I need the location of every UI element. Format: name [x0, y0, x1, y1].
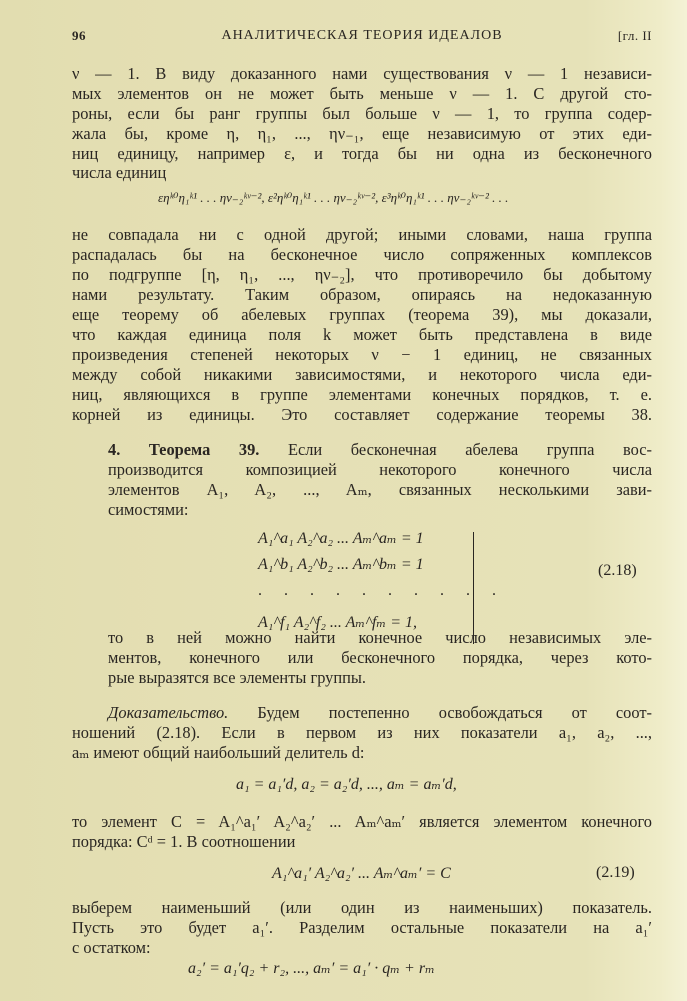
theorem-first-line	[108, 440, 652, 460]
chapter-marker: [гл. II	[617, 28, 652, 43]
text-line: что каждая единица поля k может быть представлена в виде	[72, 325, 652, 344]
proof-label: Доказательство.	[108, 703, 229, 722]
proof-first-line	[108, 703, 652, 723]
text-line: порядка: Cᵈ = 1. В соотношении	[72, 832, 296, 851]
text-line: Если бесконечная абелева группа вос-	[287, 440, 652, 459]
text-line: роны, если бы ранг группы был больше ν — 1, то группа содер-	[72, 104, 652, 123]
text-line: числа единиц	[72, 163, 167, 182]
formula-gcd: a₁ = a₁′d, a₂ = a₂′d, ..., aₘ = aₘ′d,	[236, 776, 457, 793]
text-line: нами результату. Таким образом, опираясь на недоказанную	[72, 285, 652, 304]
formula-division: a₂′ = a₁′q₂ + r₂, ..., aₘ′ = a₁′ · qₘ + rₘ	[188, 960, 435, 977]
equation-ellipsis-row: . . . . . . . . . .	[258, 582, 505, 599]
formula-c: A₁^a₁′ A₂^a₂′ ... Aₘ^aₘ′ = C	[272, 865, 451, 882]
text-line: произведения степеней некоторых ν − 1 единиц, не связанных	[72, 345, 652, 364]
page-number: 96	[72, 28, 86, 43]
text-line: производится композицией некоторого конечного числа	[108, 460, 652, 479]
text-line: ниц единицу, например ε, и тогда бы ни одна из бесконечного	[72, 144, 652, 163]
text-line: ниц, являющихся в группе элементами конечных порядков, т. е.	[72, 385, 652, 404]
text-line: ментов, конечного или бесконечного порядка, через кото-	[108, 648, 652, 667]
theorem-label: 4. Теорема 39.	[108, 440, 260, 459]
text-line: ν — 1. В виду доказанного нами существования ν — 1 независи-	[72, 64, 652, 83]
text-line: Будем постепенно освобождаться от соот-	[257, 703, 652, 722]
text-line: ношений (2.18). Если в первом из них показатели a₁, a₂, ...,	[72, 723, 652, 742]
text-line: с остатком:	[72, 938, 151, 957]
running-header	[72, 28, 652, 48]
text-line: распадалась бы на бесконечное число сопряженных комплексов	[72, 245, 652, 264]
equation-number: (2.19)	[596, 864, 635, 881]
text-line: то элемент C = A₁^a₁′ A₂^a₂′ ... Aₘ^aₘ′ является элементом конечного	[72, 812, 652, 831]
text-line: жала бы, кроме η, η₁, ..., ην₋₁, еще независимую от этих еди-	[72, 124, 652, 143]
text-line: элементов A₁, A₂, ..., Aₘ, связанных несколькими зави-	[108, 480, 652, 499]
text-line: мых элементов он не может быть меньше ν — 1. С другой сто-	[72, 84, 652, 103]
text-line: не совпадала ни с одной другой; иными словами, наша группа	[72, 225, 652, 244]
text-line: еще теорему об абелевых группах (теорема 39), мы доказали,	[72, 305, 652, 324]
text-line: рые выразятся все элементы группы.	[108, 668, 367, 687]
text-line: aₘ имеют общий наибольший делитель d:	[72, 743, 365, 762]
text-line: то в ней можно найти конечное число независимых эле-	[108, 628, 652, 647]
equation-row: A₁^b₁ A₂^b₂ ... Aₘ^bₘ = 1	[258, 556, 424, 573]
running-title: АНАЛИТИЧЕСКАЯ ТЕОРИЯ ИДЕАЛОВ	[221, 28, 503, 43]
equation-row: A₁^a₁ A₂^a₂ ... Aₘ^aₘ = 1	[258, 530, 424, 547]
text-line: между собой никакими зависимостями, и некоторого числа еди-	[72, 365, 652, 384]
equation-number: (2.18)	[598, 562, 637, 579]
text-line: корней из единицы. Это составляет содержание теоремы 38.	[72, 405, 652, 424]
formula-units-sequence: εηᵏ⁰η₁ᵏ¹ . . . ην₋₂ᵏᵛ⁻², ε²ηᵏ⁰η₁ᵏ¹ . . . ην₋₂ᵏᵛ⁻², ε³ηᵏ⁰η₁ᵏ¹ . . . ην₋₂ᵏᵛ⁻² . . .	[158, 190, 509, 205]
text-line: симостями:	[108, 500, 189, 519]
equation-row: A₁^f₁ A₂^f₂ ... Aₘ^fₘ = 1,	[258, 614, 417, 631]
text-line: по подгруппе [η, η₁, ..., ην₋₂], что противоречило бы добытому	[72, 265, 652, 284]
text-line: выберем наименьший (или один из наименьших) показатель.	[72, 898, 652, 917]
text-line: Пусть это будет a₁′. Разделим остальные показатели на a₁′	[72, 918, 652, 937]
